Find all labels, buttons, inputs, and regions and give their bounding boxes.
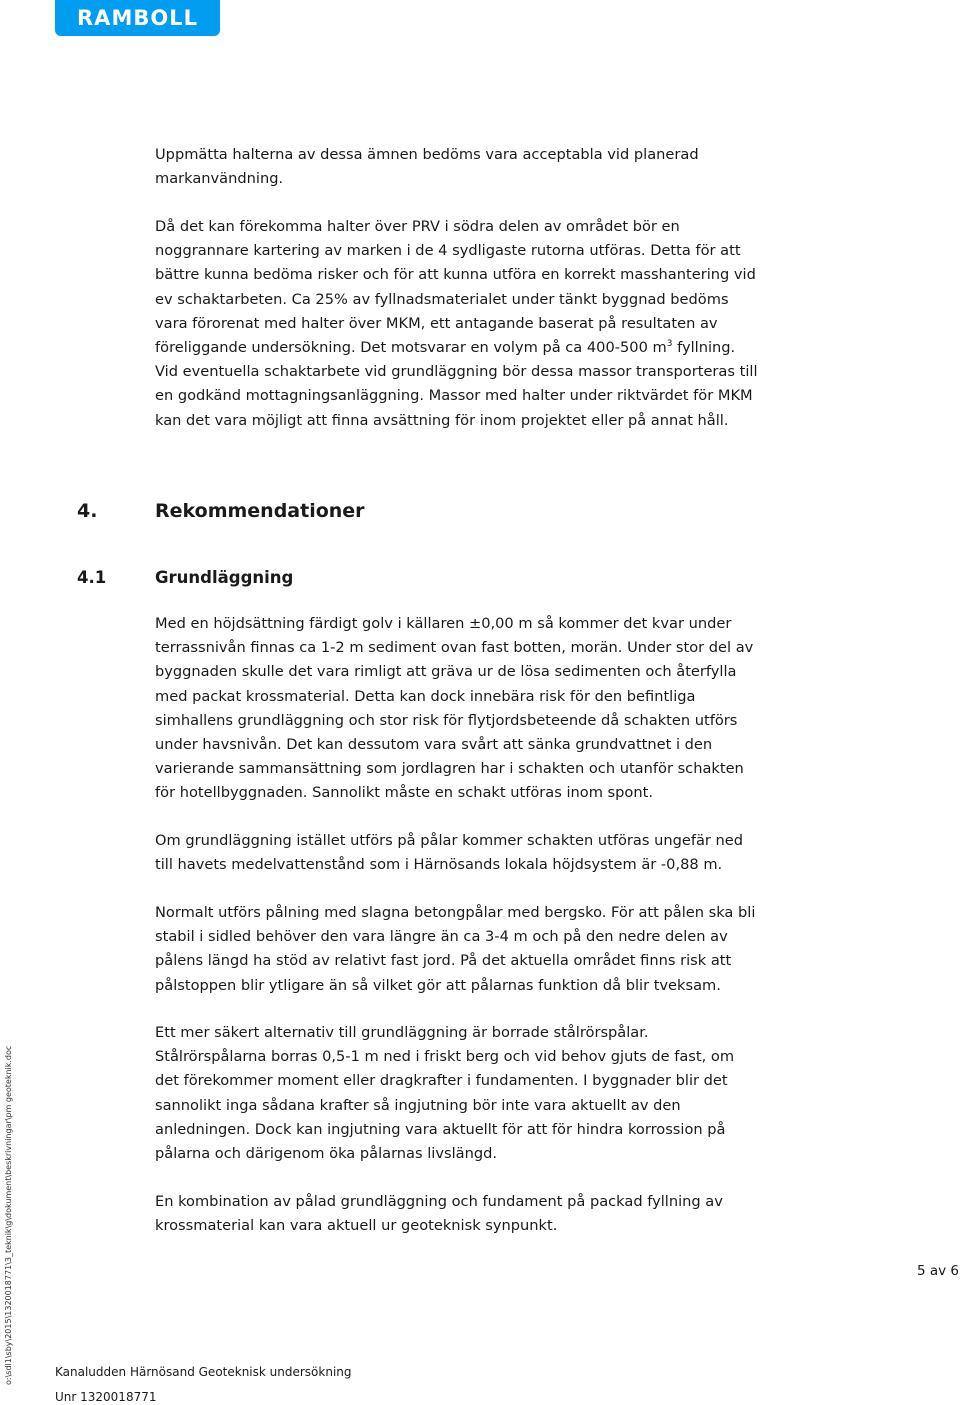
text-line: stabil i sidled behöver den vara längre än ca 3-4 m och på den nedre delen av	[155, 928, 728, 946]
text-line: Om grundläggning istället utförs på pålar kommer schakten utföras ungefär ned	[155, 832, 744, 849]
paragraph-contamination	[155, 215, 855, 433]
paragraph-acceptable-levels	[155, 143, 855, 191]
text-line: markanvändning.	[155, 170, 284, 188]
section-4-1-title: Grundläggning	[155, 568, 294, 587]
text-line: krossmaterial kan vara aktuell ur geoteknisk synpunkt.	[155, 1217, 558, 1235]
page-number: 5 av 6	[917, 1263, 960, 1279]
text-line: för hotellbyggnaden. Sannolikt måste en schakt utföras inom spont.	[155, 784, 653, 802]
text-line: det förekommer moment eller dragkrafter i fundamenten. I byggnader blir det	[155, 1072, 728, 1090]
text-line: ev schaktarbeten. Ca 25% av fyllnadsmaterialet under tänkt byggnad bedöms	[155, 290, 729, 308]
section-4-title: Rekommendationer	[155, 500, 365, 522]
volume-text-end: fyllning.	[672, 339, 736, 357]
text-line: Stålrörspålarna borras 0,5-1 m ned i friskt berg och vid behov gjuts de fast, om	[155, 1048, 735, 1066]
text-line: under havsnivån. Det kan dessutom vara svårt att sänka grundvattnet i den	[155, 736, 713, 754]
footer-project-title: Kanaludden Härnösand Geoteknisk undersökning	[55, 1365, 352, 1379]
text-line: med packat krossmaterial. Detta kan dock innebära risk för den befintliga	[155, 687, 696, 705]
paragraph-foundation-height	[155, 612, 855, 806]
text-line: en godkänd mottagningsanläggning. Massor med halter under riktvärdet för MKM	[155, 387, 753, 405]
text-line: anledningen. Dock kan ingjutning vara aktuellt för att för hindra korrossion på	[155, 1120, 726, 1138]
paragraph-steel-piles	[155, 1021, 855, 1166]
footer-unr: Unr 1320018771	[55, 1390, 157, 1404]
text-line: pålstoppen blir ytligare än så vilket gör att pålarnas funktion då blir tveksam.	[155, 976, 721, 994]
text-line: till havets medelvattenstånd som i Härnösands lokala höjdsystem är -0,88 m.	[155, 856, 723, 874]
paragraph-piles	[155, 829, 855, 877]
text-line: Uppmätta halterna av dessa ämnen bedöms vara acceptabla vid planerad	[155, 146, 699, 163]
text-line: terrassnivån finnas ca 1-2 m sediment ovan fast botten, morän. Under stor del av	[155, 639, 754, 657]
document-file-path: o:\sdl1\sby\2015\1320018771\3_teknik\g\dokument\beskrivningar\pm geoteknik.doc	[4, 1045, 13, 1385]
text-line: kan det vara möjligt att finna avsättning för inom projektet eller på annat håll.	[155, 411, 729, 429]
text-line: En kombination av pålad grundläggning och fundament på packad fyllning av	[155, 1193, 723, 1210]
text-line: pålarna och därigenom öka pålarnas livslängd.	[155, 1145, 498, 1163]
section-4-1-number: 4.1	[77, 568, 107, 587]
text-line-volume	[155, 336, 855, 360]
text-line: simhallens grundläggning och stor risk för flytjordsbeteende då schakten utförs	[155, 711, 738, 729]
text-line: sannolikt inga sådana krafter så ingjutning bör inte vara aktuellt av den	[155, 1096, 681, 1114]
text-line: vara förorenat med halter över MKM, ett antagande baserat på resultaten av	[155, 314, 718, 332]
superscript-3: 3	[666, 339, 673, 350]
text-line: Ett mer säkert alternativ till grundläggning är borrade stålrörspålar.	[155, 1024, 649, 1041]
text-line: noggrannare kartering av marken i de 4 sydligaste rutorna utföras. Detta för att	[155, 242, 741, 260]
text-line: Då det kan förekomma halter över PRV i södra delen av området bör en	[155, 218, 680, 235]
text-line: Med en höjdsättning färdigt golv i källaren ±0,00 m så kommer det kvar under	[155, 615, 732, 632]
logo-text: RAMBOLL	[77, 6, 198, 30]
text-line: bättre kunna bedöma risker och för att kunna utföra en korrekt masshantering vid	[155, 266, 756, 284]
paragraph-concrete-piles	[155, 901, 855, 998]
text-line: pålens längd ha stöd av relativt fast jord. På det aktuella området finns risk att	[155, 952, 732, 970]
text-line: Vid eventuella schaktarbete vid grundläggning bör dessa massor transporteras till	[155, 363, 758, 381]
section-4-num: 4.	[77, 500, 98, 522]
volume-text: föreliggande undersökning. Det motsvarar en volym på ca 400-500 m	[155, 339, 667, 357]
paragraph-combination	[155, 1190, 855, 1238]
ramboll-logo	[55, 0, 220, 36]
text-line: byggnaden skulle det vara rimligt att gräva ur de lösa sedimenten och återfylla	[155, 663, 737, 681]
text-line: varierande sammansättning som jordlagren har i schakten och utanför schakten	[155, 760, 744, 778]
text-line: Normalt utförs pålning med slagna betongpålar med bergsko. För att pålen ska bli	[155, 904, 756, 921]
